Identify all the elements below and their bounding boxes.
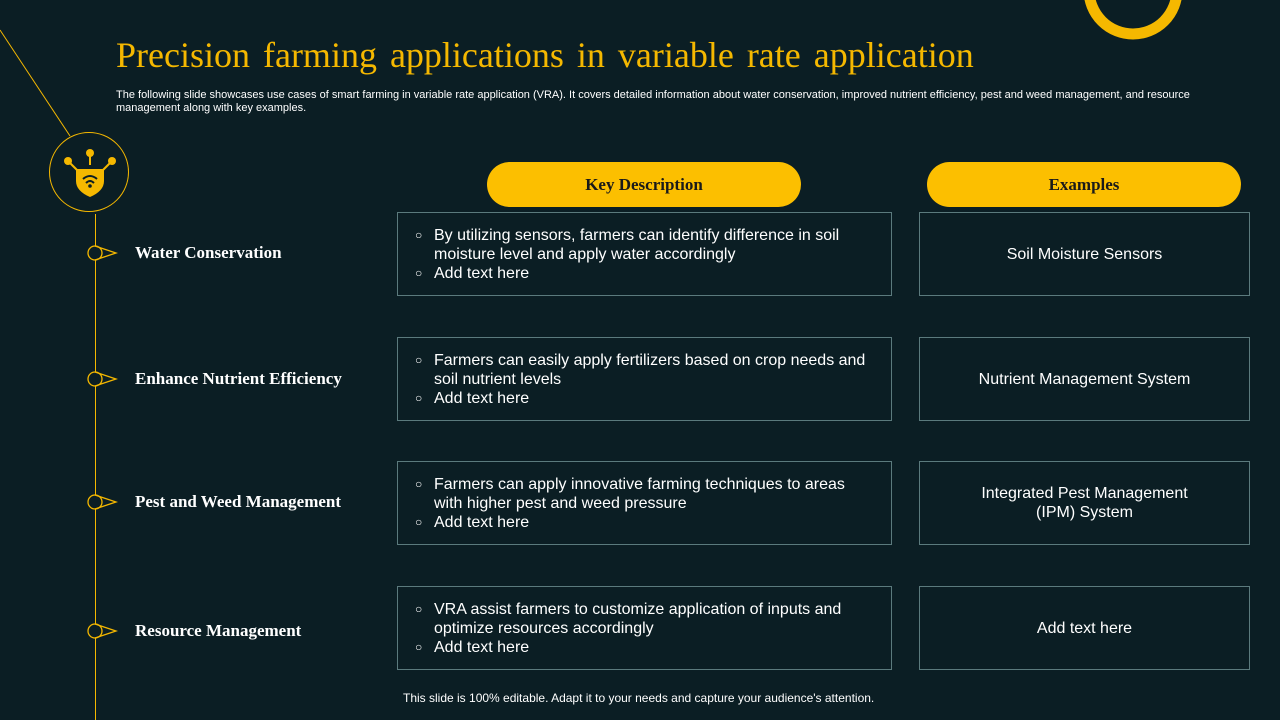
list-item: ○ Farmers can easily apply fertilizers based on crop needs and soil nutrient levels	[415, 352, 866, 388]
list-item: ○ Add text here	[415, 639, 530, 656]
row-label-resource-management: Resource Management	[135, 621, 302, 640]
row-label-water-conservation: Water Conservation	[135, 243, 282, 262]
list-item: ○ Add text here	[415, 514, 530, 531]
list-item: ○ By utilizing sensors, farmers can identify difference in soil moisture level and apply water accordingly	[415, 227, 840, 263]
description-box	[397, 212, 892, 296]
example-box: Nutrient Management System	[919, 337, 1250, 421]
row-label-nutrient-efficiency: Enhance Nutrient Efficiency	[135, 369, 342, 388]
description-box	[397, 337, 892, 421]
bullet-icon: ○	[415, 602, 423, 616]
smart-farming-icon	[49, 132, 129, 212]
bullet-icon: ○	[415, 640, 423, 654]
row-label-pest-weed-management: Pest and Weed Management	[135, 492, 342, 511]
list-item: ○ VRA assist farmers to customize application of inputs and optimize resources accordingly	[415, 601, 842, 637]
list-item: ○ Farmers can apply innovative farming techniques to areas with higher pest and weed pressure	[415, 476, 845, 512]
page-subtitle: The following slide showcases use cases of smart farming in variable rate application (VRA). It covers detailed information about water conservation, improved nutrient efficiency, pest and weed management, and resource management along with key examples.	[116, 89, 1190, 114]
timeline-line	[95, 214, 96, 720]
decorative-ring	[1083, 0, 1183, 50]
example-box: Soil Moisture Sensors	[919, 212, 1250, 296]
bullet-icon: ○	[415, 353, 423, 367]
list-item: ○ Add text here	[415, 265, 530, 282]
bullet-icon: ○	[415, 391, 423, 405]
arrow-marker-icon	[86, 369, 118, 389]
example-box: Integrated Pest Management (IPM) System	[919, 461, 1250, 545]
description-box	[397, 461, 892, 545]
bullet-icon: ○	[415, 477, 423, 491]
list-item: ○ Add text here	[415, 390, 530, 407]
arrow-marker-icon	[86, 621, 118, 641]
decorative-line	[0, 0, 80, 140]
bullet-icon: ○	[415, 515, 423, 529]
page-title: Precision farming applications in variable rate application	[116, 35, 974, 75]
arrow-marker-icon	[86, 243, 118, 263]
arrow-marker-icon	[86, 492, 118, 512]
examples-header: Examples	[927, 162, 1241, 207]
bullet-icon: ○	[415, 266, 423, 280]
description-box	[397, 586, 892, 670]
key-description-header: Key Description	[487, 162, 801, 207]
bullet-icon: ○	[415, 228, 423, 242]
footer-note: This slide is 100% editable. Adapt it to your needs and capture your audience's attention.	[403, 691, 875, 705]
example-box: Add text here	[919, 586, 1250, 670]
